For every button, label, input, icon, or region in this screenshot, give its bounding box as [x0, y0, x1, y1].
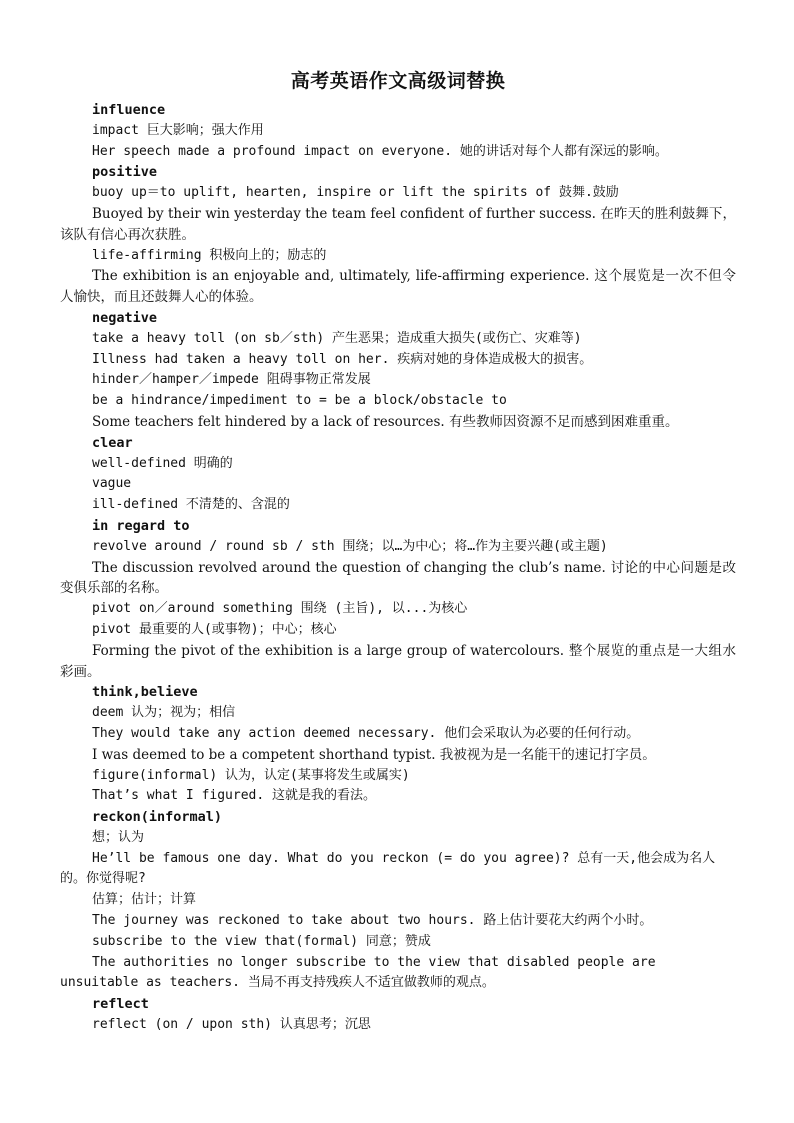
- text-line: Her speech made a profound impact on everyone. 她的讲话对每个人都有深远的影响。: [92, 143, 668, 159]
- section-heading: clear: [92, 434, 133, 451]
- section-heading: in regard to: [92, 517, 190, 534]
- text-line: impact 巨大影响；强大作用: [92, 122, 264, 138]
- document-page: [60, 66, 736, 1036]
- text-line: pivot 最重要的人(或事物)；中心；核心: [92, 621, 337, 637]
- section-heading: think,believe: [92, 684, 198, 701]
- text-line: The exhibition is an enjoyable and, ultimately, life-affirming experience. 这个展览是一次不但令人愉快，而且还鼓舞人心的体验。: [60, 268, 736, 306]
- section-heading: influence: [92, 102, 166, 118]
- section-heading: reckon(informal): [92, 809, 223, 826]
- text-line: Illness had taken a heavy toll on her. 疾病对她的身体造成极大的损害。: [92, 351, 593, 367]
- text-line: life-affirming 积极向上的；励志的: [92, 247, 327, 263]
- text-line: 想；认为: [92, 829, 145, 845]
- text-line: Forming the pivot of the exhibition is a large group of watercolours. 整个展览的重点是一大组水彩画。: [60, 642, 736, 680]
- text-line: I was deemed to be a competent shorthand typist. 我被视为是一名能干的速记打字员。: [92, 746, 656, 763]
- text-line: figure(informal) 认为，认定(某事将发生或属实): [92, 767, 410, 783]
- text-line: ill-defined 不清楚的、含混的: [92, 497, 290, 513]
- text-line: deem 认为；视为；相信: [92, 705, 236, 721]
- section-heading: positive: [92, 164, 158, 181]
- text-line: Buoyed by their win yesterday the team feel confident of further success. 在昨天的胜利鼓舞下，该队有信心再次获胜。: [60, 205, 736, 243]
- text-line: well-defined 明确的: [92, 455, 233, 471]
- text-line: He’ll be famous one day. What do you reckon (= do you agree)? 总有一天,他会成为名人的。你觉得呢?: [60, 850, 716, 887]
- text-line: revolve around / round sb / sth 围绕；以…为中心；将…作为主要兴趣(或主题): [92, 538, 608, 554]
- text-line: reflect (on / upon sth) 认真思考；沉思: [92, 1017, 371, 1033]
- text-line: They would take any action deemed necessary. 他们会采取认为必要的任何行动。: [92, 725, 640, 741]
- text-line: Some teachers felt hindered by a lack of resources. 有些教师因资源不足而感到困难重重。: [92, 413, 679, 430]
- text-line: vague: [92, 476, 132, 492]
- text-line: The discussion revolved around the question of changing the club’s name. 讨论的中心问题是改变俱乐部的名称。: [60, 559, 736, 597]
- text-line: 估算；估计；计算: [92, 892, 197, 908]
- text-line: The authorities no longer subscribe to the view that disabled people are unsuitable as teachers. 当局不再支持残疾人不适宜做教师的观点。: [60, 954, 656, 991]
- text-line: buoy up＝to uplift, hearten, inspire or lift the spirits of 鼓舞.鼓励: [92, 185, 619, 201]
- text-line: That’s what I figured. 这就是我的看法。: [92, 788, 377, 804]
- text-line: hinder／hamper／impede 阻碍事物正常发展: [92, 372, 371, 388]
- text-line: subscribe to the view that(formal) 同意；赞成: [92, 933, 431, 949]
- section-heading: reflect: [92, 996, 149, 1013]
- section-heading: negative: [92, 309, 158, 326]
- text-line: pivot on／around something 围绕 (主旨), 以...为核心: [92, 601, 468, 617]
- document-body: [60, 100, 736, 1036]
- document-title: 高考英语作文高级词替换: [290, 70, 506, 92]
- text-line: take a heavy toll (on sb／sth) 产生恶果；造成重大损失(或伤亡、灾难等): [92, 330, 582, 346]
- text-line: be a hindrance/impediment to = be a block/obstacle to: [92, 393, 507, 409]
- text-line: The journey was reckoned to take about two hours. 路上估计要花大约两个小时。: [92, 913, 653, 929]
